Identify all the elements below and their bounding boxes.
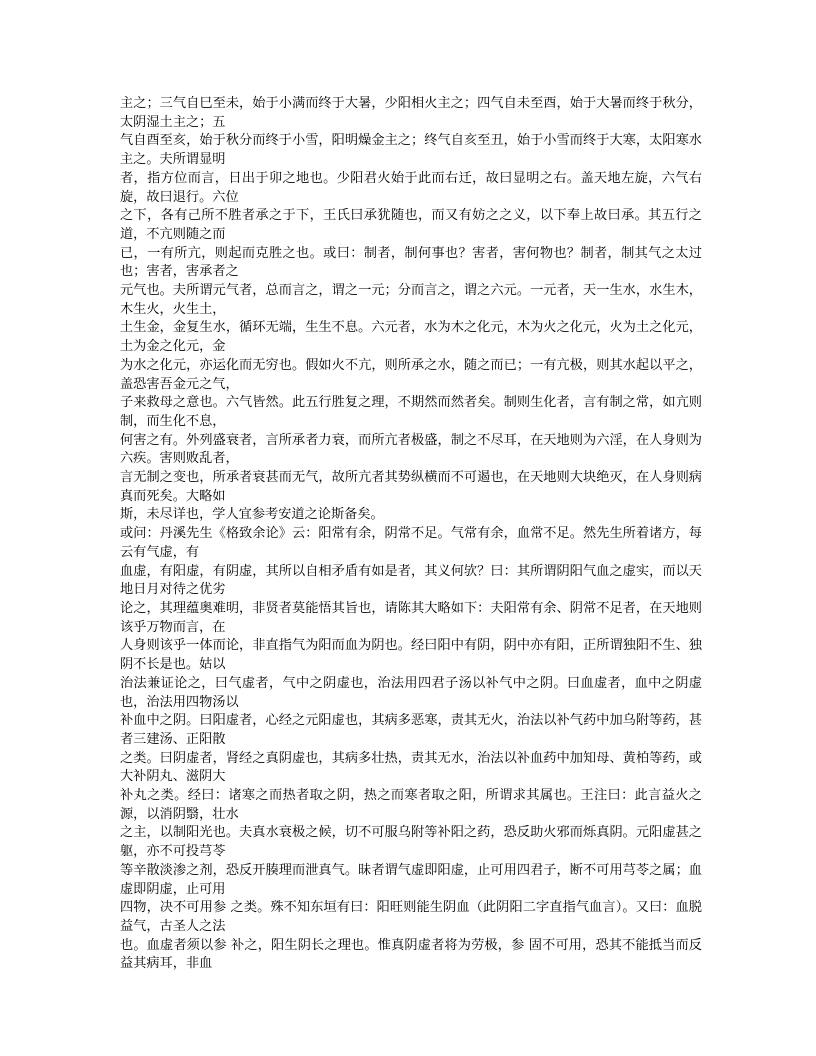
paragraph-line: 之主，以制阳光也。夫真水衰极之候，切不可服乌附等补阳之药，恐反助火邪而烁真阴。元阳虚甚之躯，亦不可投芎苓 — [120, 825, 702, 860]
paragraph-line: 之类。曰阴虚者，肾经之真阴虚也，其病多壮热，责其无水，治法以补血药中加知母、黄柏等药，或大补阴丸、滋阴大 — [120, 750, 702, 785]
paragraph-line: 言无制之变也，所承者衰甚而无气，故所亢者其势纵横而不可遏也，在天地则大块绝灭，在人身则病真而死矣。大略如 — [120, 470, 702, 504]
paragraph-line: 补血中之阴。曰阳虚者，心经之元阳虚也，其病多恶寒，责其无火，治法以补气药中加乌附等药，甚者三建汤、正阳散 — [120, 713, 702, 747]
paragraph-line: 或问：丹溪先生《格致余论》云：阳常有余，阴常不足。气常有余，血常不足。然先生所着诸方，每云有气虚，有 — [120, 526, 702, 560]
paragraph-line: 元气也。夫所谓元气者，总而言之，谓之一元；分而言之，谓之六元。一元者，天一生水，水生木，木生火，火生土， — [120, 283, 702, 317]
paragraph-line: 之下，各有己所不胜者承之于下，王氏曰承犹随也，而又有妨之之义，以下奉上故曰承。其五行之道，不亢则随之而 — [120, 208, 702, 242]
paragraph-line: 何害之有。外列盛衰者，言所承者力衰，而所亢者极盛，制之不尽耳，在天地则为六淫，在人身则为六疾。害则败乱者， — [120, 432, 702, 467]
paragraph-line: 气自酉至亥，始于秋分而终于小雪，阳明燥金主之；终气自亥至丑，始于小雪而终于大寒，太阳寒水主之。夫所谓显明 — [120, 133, 702, 168]
paragraph-line: 治法兼证论之，曰气虚者，气中之阴虚也，治法用四君子汤以补气中之阴。曰血虚者，血中之阴虚也，治法用四物汤以 — [120, 675, 702, 710]
document-page — [120, 95, 702, 974]
paragraph-line: 也。血虚者须以参 补之，阳生阴长之理也。惟真阴虚者将为劳极，参 固不可用，恐其不能抵当而反益其病耳，非血 — [120, 937, 702, 972]
paragraph-line: 斯，未尽详也，学人宜参考安道之论斯备矣。 — [120, 507, 384, 523]
paragraph-line: 人身则该乎一体而论，非直指气为阳而血为阴也。经曰阳中有阴，阴中亦有阳，正所谓独阳不生、独阴不长是也。姑以 — [120, 638, 702, 673]
paragraph-line: 为水之化元，亦运化而无穷也。假如火不亢，则所承之水，随之而已；一有亢极，则其水起以平之，盖恐害吾金元之气， — [120, 357, 702, 392]
paragraph-line: 补丸之类。经曰：诸寒之而热者取之阴，热之而寒者取之阳，所谓求其属也。王注曰：此言益火之源，以消阴翳，壮水 — [120, 788, 702, 822]
paragraph-line: 主之；三气自巳至未，始于小满而终于大暑，少阳相火主之；四气自未至酉，始于大暑而终于秋分，太阴湿土主之；五 — [120, 96, 702, 130]
paragraph-line: 者，指方位而言，日出于卯之地也。少阳君火始于此而右迁，故曰显明之右。盖天地左旋，六气右旋，故曰退行。六位 — [120, 170, 702, 205]
paragraph-line: 已，一有所亢，则起而克胜之也。或曰：制者，制何事也？害者，害何物也？制者，制其气之太过也；害者，害承者之 — [120, 245, 702, 280]
paragraph-line: 子来救母之意也。六气皆然。此五行胜复之理，不期然而然者矣。制则生化者，言有制之常，如亢则制，而生化不息， — [120, 395, 702, 429]
paragraph-line: 土生金，金复生水，循环无端，生生不息。六元者，水为木之化元，木为火之化元，火为土之化元，土为金之化元，金 — [120, 320, 702, 355]
paragraph-line: 论之，其理蕴奥难明，非贤者莫能悟其旨也，请陈其大略如下：夫阳常有余、阴常不足者，在天地则该乎万物而言，在 — [120, 600, 702, 635]
paragraph-line: 等辛散淡渗之剂，恐反开腠理而泄真气。昧者谓气虚即阳虚，止可用四君子，断不可用芎苓之属；血虚即阴虚，止可用 — [120, 862, 702, 897]
paragraph-line: 血虚，有阳虚，有阴虚，其所以自相矛盾有如是者，其义何欤？曰：其所谓阴阳气血之虚实，而以天地日月对待之优劣 — [120, 563, 702, 598]
paragraph-line: 四物，决不可用参 之类。殊不知东垣有曰：阳旺则能生阴血（此阴阳二字直指气血言）。又曰：血脱益气，古圣人之法 — [120, 900, 702, 934]
